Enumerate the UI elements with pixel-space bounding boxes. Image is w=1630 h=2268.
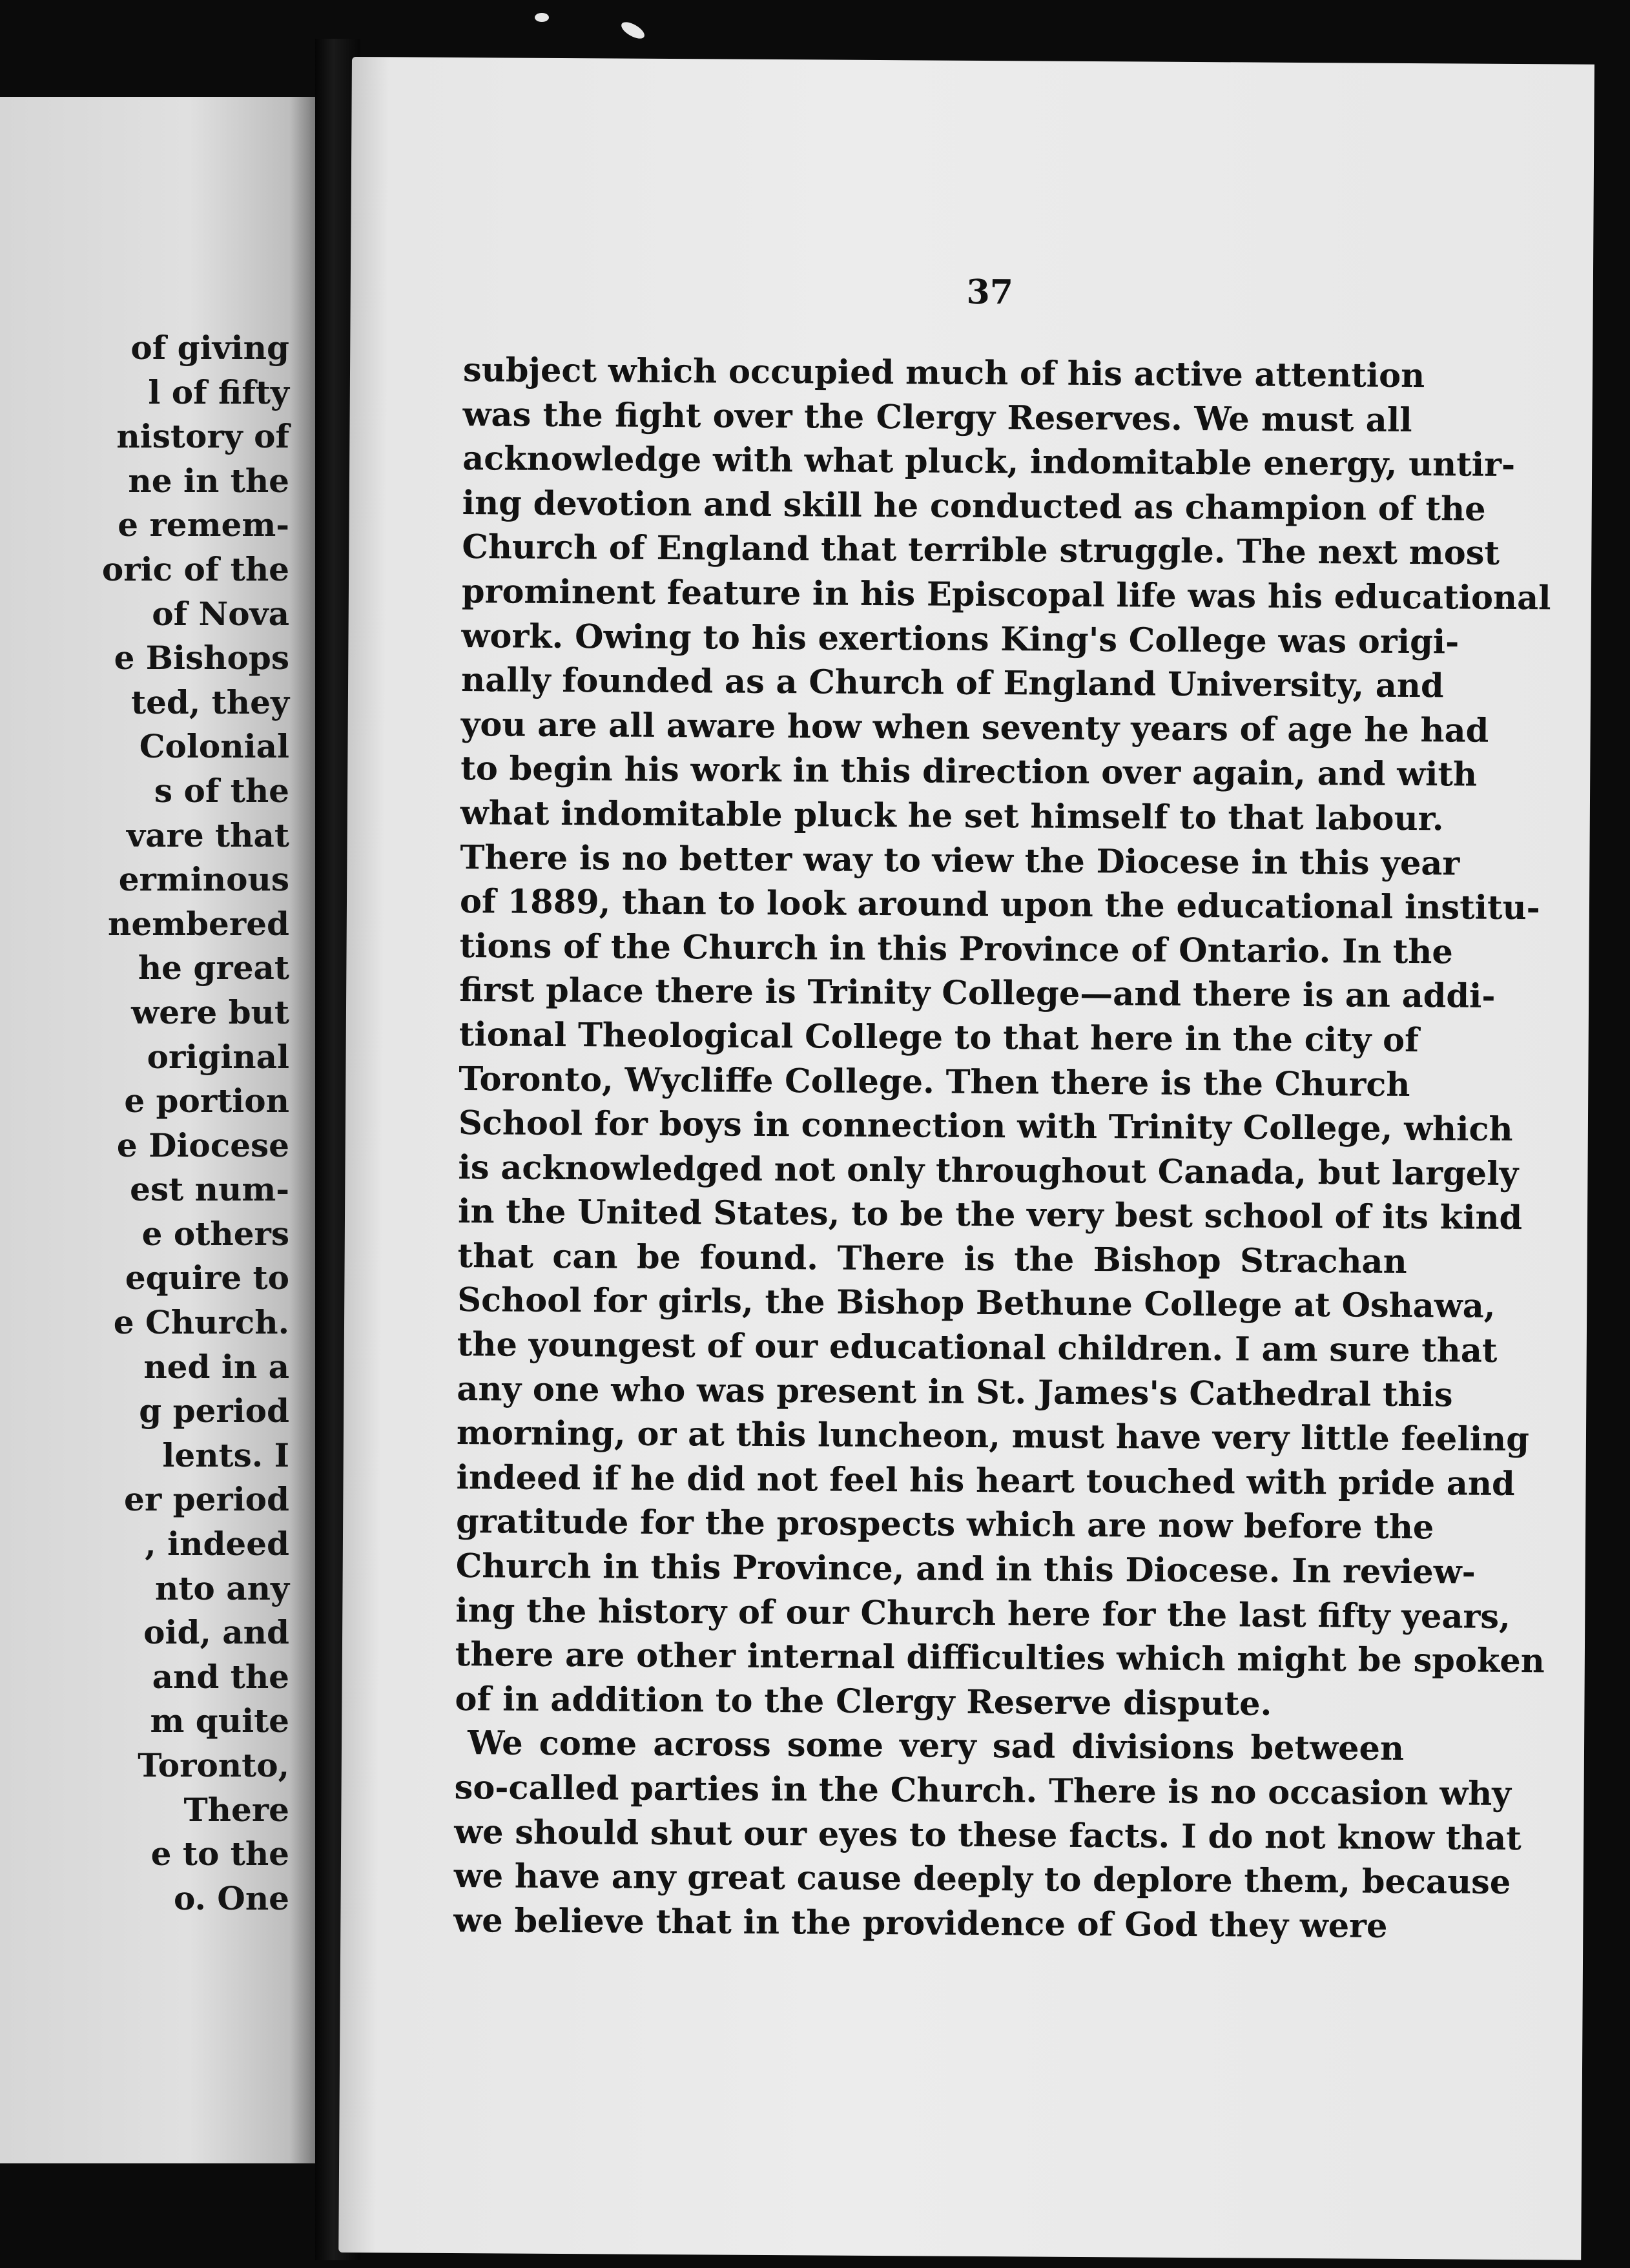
text-line: first place there is Trinity College—and there is an addi- — [459, 971, 1496, 1016]
text-line: the youngest of our educational children. I am sure that — [457, 1325, 1498, 1370]
text-line: There is no better way to view the Diocese in this year — [460, 838, 1460, 883]
left-page-line: lents. I — [162, 1436, 289, 1474]
text-line: of 1889, than to look around upon the educational institu- — [459, 882, 1541, 928]
left-page-line: nembered — [108, 904, 289, 943]
text-line: of in addition to the Clergy Reserve dispute. — [455, 1679, 1272, 1724]
page-number: 37 — [966, 272, 1014, 313]
text-line: ing the history of our Church here for the last fifty years, — [455, 1591, 1511, 1636]
text-line: Church in this Province, and in this Diocese. In review- — [455, 1547, 1476, 1592]
left-page-line: equire to — [125, 1259, 289, 1297]
left-page-line: er period — [124, 1480, 289, 1519]
left-page-line: nistory of — [116, 417, 289, 456]
right-page — [338, 57, 1594, 2260]
text-line: acknowledge with what pluck, indomitable energy, untir- — [462, 439, 1516, 485]
left-page-line: ned in a — [143, 1347, 289, 1386]
left-page-line: o. One — [173, 1879, 289, 1917]
left-page-line: of giving — [130, 329, 289, 367]
left-page — [0, 97, 315, 2163]
text-line: tions of the Church in this Province of Ontario. In the — [459, 926, 1454, 972]
left-page-line: e others — [141, 1214, 289, 1253]
text-line: Toronto, Wycliffe College. Then there is the Church — [459, 1059, 1410, 1104]
left-page-line: s of the — [154, 771, 289, 810]
text-line: you are all aware how when seventy years of age he had — [460, 705, 1489, 750]
left-page-line: est num- — [130, 1170, 289, 1209]
paragraph — [453, 1721, 1522, 1948]
left-page-line: e Bishops — [114, 639, 289, 677]
text-line: was the fight over the Clergy Reserves. We must all — [462, 395, 1412, 440]
left-page-line: of Nova — [152, 594, 289, 633]
text-line: nally founded as a Church of England University, and — [460, 661, 1444, 706]
left-page-line: oid, and — [143, 1613, 289, 1652]
text-line: we believe that in the providence of God they were — [453, 1901, 1388, 1946]
left-page-line: vare that — [127, 816, 289, 854]
text-line: prominent feature in his Episcopal life was his educational — [461, 572, 1551, 618]
left-page-line: e remem- — [118, 506, 289, 544]
text-line: ing devotion and skill he conducted as champion of the — [462, 483, 1486, 529]
left-page-line: Colonial — [139, 727, 289, 766]
text-line: indeed if he did not feel his heart touched with pride and — [456, 1458, 1515, 1503]
left-page-line: e to the — [150, 1835, 289, 1873]
text-line: School for boys in connection with Trinity College, which — [458, 1104, 1513, 1149]
scan-speck — [535, 13, 549, 22]
text-line: to begin his work in this direction over again, and with — [460, 749, 1478, 795]
text-line: so-called parties in the Church. There is no occasion why — [454, 1768, 1512, 1814]
scan-speck — [619, 19, 647, 42]
text-line: We come across some very sad divisions between — [467, 1724, 1405, 1769]
left-page-line: were but — [131, 993, 289, 1031]
left-page-line: Toronto, — [138, 1746, 289, 1784]
left-page-line: ne in the — [128, 461, 289, 500]
left-page-line: erminous — [118, 860, 289, 899]
left-page-line: m quite — [150, 1702, 289, 1740]
text-line: there are other internal difficulties which might be spoken — [455, 1635, 1545, 1681]
text-line: work. Owing to his exertions King's College was origi- — [461, 616, 1460, 662]
left-page-line: ted, they — [131, 683, 289, 721]
text-line: morning, or at this luncheon, must have very little feeling — [456, 1414, 1530, 1459]
paragraph — [455, 348, 1551, 1727]
text-line: gratitude for the prospects which are now before the — [455, 1502, 1434, 1547]
left-page-line: l of fifty — [148, 373, 289, 411]
body-text — [453, 348, 1551, 1948]
left-page-line: e portion — [124, 1082, 289, 1120]
text-line: any one who was present in St. James's Cathedral this — [457, 1369, 1453, 1415]
text-line: subject which occupied much of his active attention — [462, 351, 1425, 396]
text-line: School for girls, the Bishop Bethune College at Oshawa, — [457, 1281, 1496, 1326]
text-line: in the United States, to be the very best school of its kind — [457, 1192, 1523, 1238]
left-page-line: There — [183, 1790, 289, 1829]
text-line: we should shut our eyes to these facts. I do not know that — [454, 1812, 1522, 1858]
left-page-line: g period — [139, 1392, 289, 1430]
text-line: is acknowledged not only throughout Canada, but largely — [458, 1148, 1519, 1193]
left-page-line: e Church. — [113, 1303, 289, 1342]
left-page-line: , indeed — [145, 1525, 289, 1563]
left-page-line: e Diocese — [116, 1126, 289, 1164]
left-page-line: he great — [138, 949, 289, 987]
left-page-line: and the — [152, 1657, 289, 1696]
text-line: that can be found. There is the Bishop Strachan — [457, 1236, 1407, 1281]
text-line: we have any great cause deeply to deplore them, because — [453, 1857, 1511, 1902]
left-page-line: original — [147, 1037, 289, 1076]
text-line: what indomitable pluck he set himself to that labour. — [460, 793, 1444, 839]
text-line: Church of England that terrible struggle. The next most — [462, 528, 1500, 573]
left-page-text — [0, 326, 289, 1921]
left-page-line: oric of the — [101, 550, 289, 588]
left-page-line: nto any — [154, 1569, 289, 1607]
text-line: tional Theological College to that here in the city of — [459, 1015, 1419, 1060]
